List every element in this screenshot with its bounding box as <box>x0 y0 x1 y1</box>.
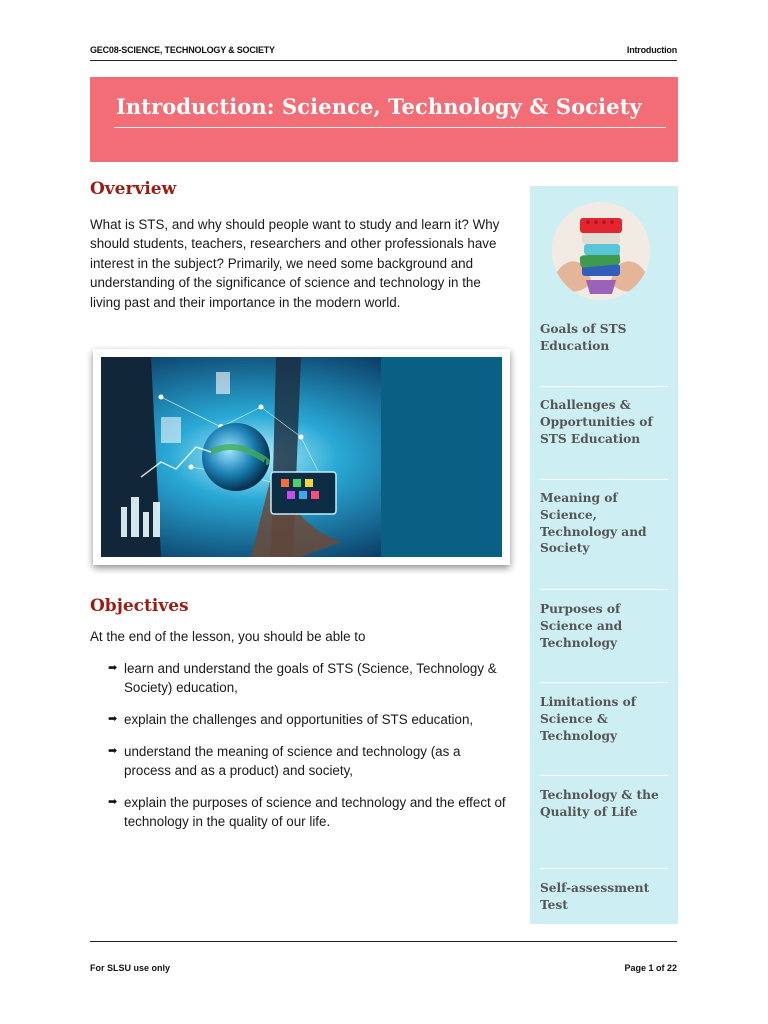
overview-paragraph: What is STS, and why should people want to study and learn it? Why should students, teachers, researchers and other professionals have interest in the subject? Primarily, we need some background and understanding of the significance of science and technology in the living past and their importance in the modern world. <box>90 217 500 310</box>
technology-illustration-image <box>101 357 502 557</box>
arrow-right-icon: ➡ <box>108 713 118 725</box>
sidebar-divider <box>540 682 668 683</box>
technology-photo-frame <box>93 349 510 565</box>
header-divider <box>90 60 677 61</box>
sidebar-divider <box>540 479 668 480</box>
sidebar-item-quality-of-life[interactable]: Technology & the Quality of Life <box>540 788 659 819</box>
sidebar-divider <box>540 589 668 590</box>
page-number: Page 1 of 22 <box>624 963 677 973</box>
arrow-right-icon: ➡ <box>108 662 118 674</box>
objective-text: explain the purposes of science and technology and the effect of technology in the quality of our life. <box>124 795 506 829</box>
sidebar-divider <box>540 868 668 869</box>
arrow-right-icon: ➡ <box>108 745 118 757</box>
sidebar-item-self-assessment[interactable]: Self-assessment Test <box>540 881 650 912</box>
sidebar-item-purposes[interactable]: Purposes of Science and Technology <box>540 602 623 650</box>
page-title: Introduction: Science, Technology & Society <box>116 94 642 119</box>
overview-heading: Overview <box>90 179 177 199</box>
objectives-intro: At the end of the lesson, you should be able to <box>90 629 366 644</box>
objectives-heading: Objectives <box>90 596 189 616</box>
objective-text: learn and understand the goals of STS (Science, Technology & Society) education, <box>124 661 497 695</box>
sidebar-item-meaning[interactable]: Meaning of Science, Technology and Society <box>540 491 647 556</box>
arrow-right-icon: ➡ <box>108 796 118 808</box>
banner-divider <box>114 127 666 128</box>
sidebar-item-limitations[interactable]: Limitations of Science & Technology <box>540 695 636 743</box>
title-banner <box>90 77 678 162</box>
header-section-title: Introduction <box>626 45 677 55</box>
objectives-list <box>108 659 508 844</box>
sidebar-divider <box>540 775 668 776</box>
objective-text: understand the meaning of science and technology (as a process and as a product) and society, <box>124 744 461 778</box>
objective-text: explain the challenges and opportunities of STS education, <box>124 712 474 727</box>
footer-divider <box>90 941 677 942</box>
objective-item <box>108 659 508 697</box>
footer-usage-note: For SLSU use only <box>90 963 171 973</box>
sidebar-item-goals[interactable]: Goals of STS Education <box>540 322 627 353</box>
objective-item <box>108 742 508 780</box>
sidebar-divider <box>540 386 668 387</box>
objective-item <box>108 793 508 831</box>
lesson-sidebar <box>530 186 678 924</box>
sidebar-item-challenges[interactable]: Challenges & Opportunities of STS Education <box>540 398 653 446</box>
header-course-title: GEC08-SCIENCE, TECHNOLOGY & SOCIETY <box>90 45 275 55</box>
objective-item <box>108 710 508 729</box>
stacked-blocks-in-hands-image <box>552 202 650 300</box>
